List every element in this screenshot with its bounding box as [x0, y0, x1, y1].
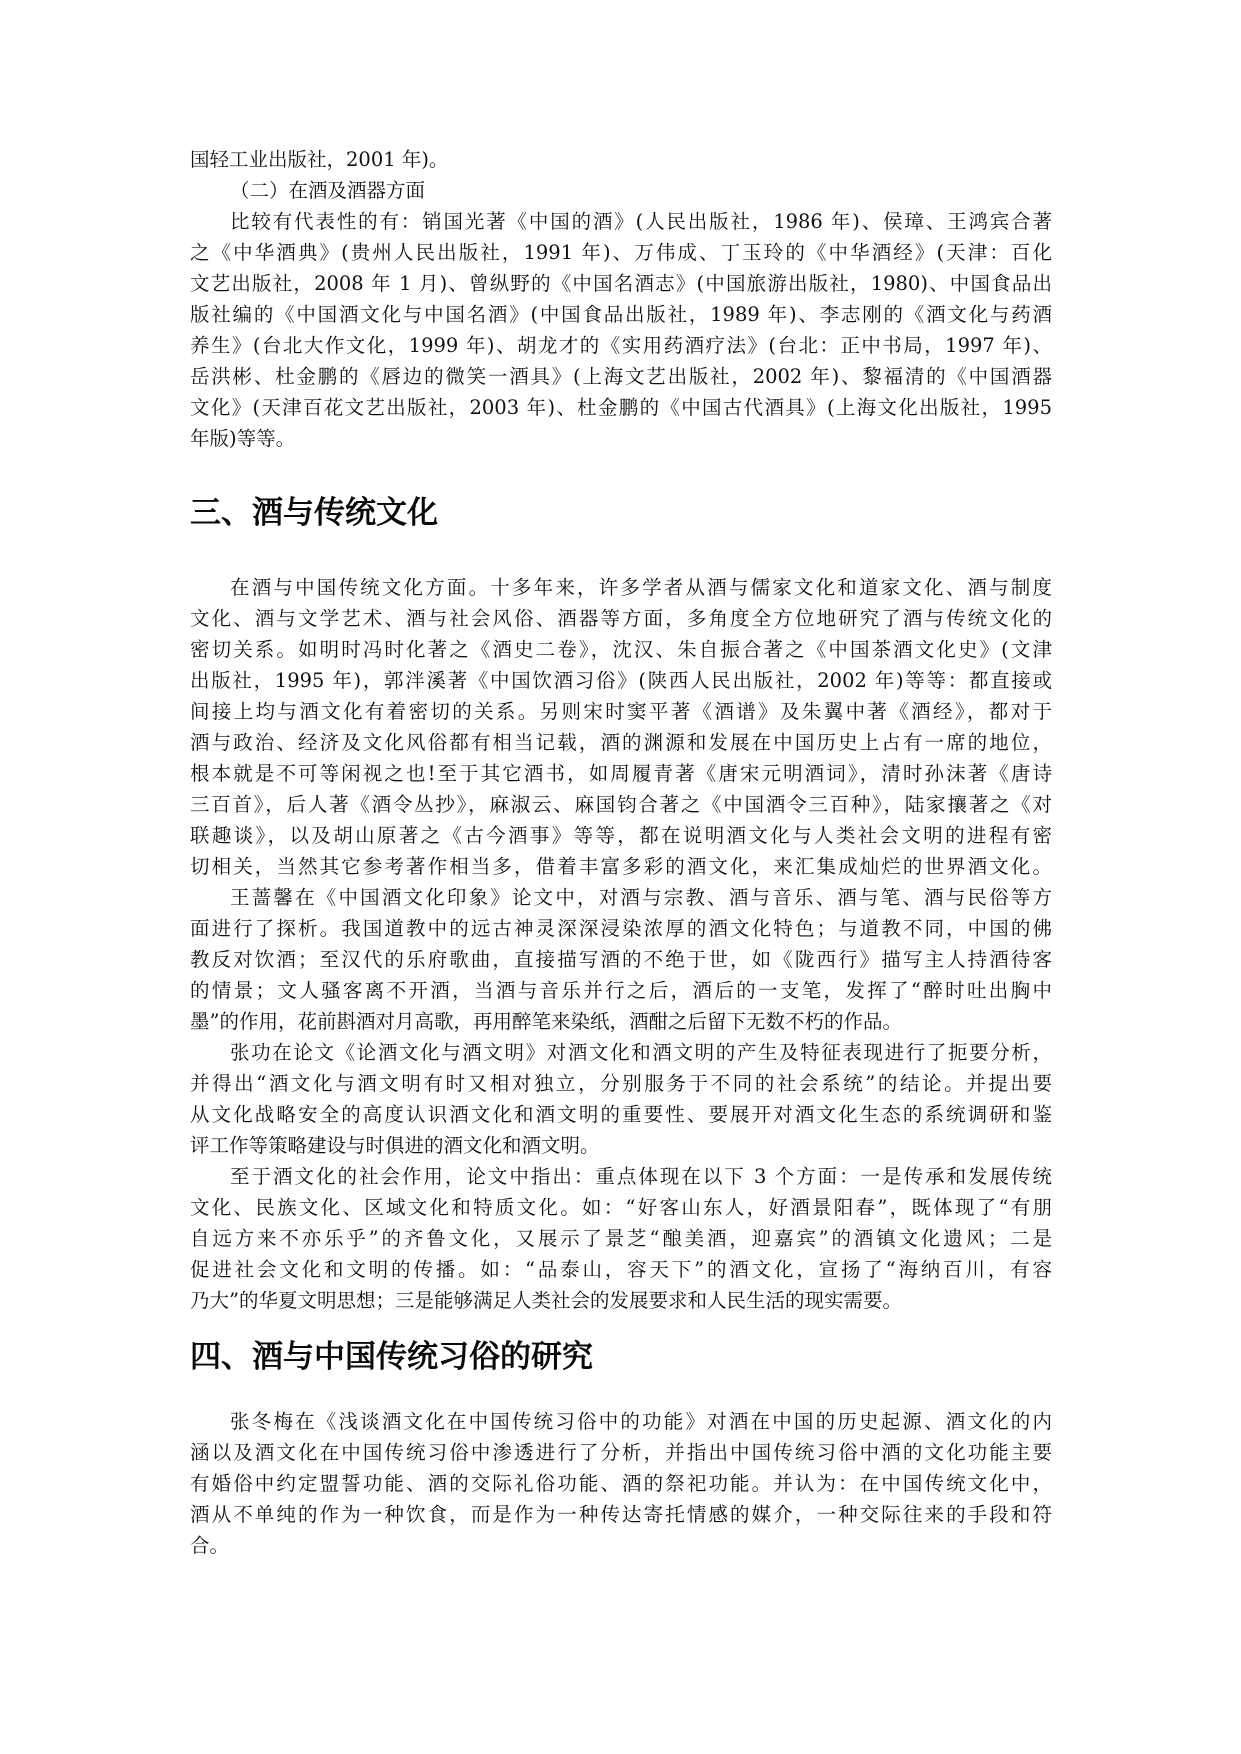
paragraph-line: 酒与政治、经济及文化风俗都有相当记载，酒的渊源和发展在中国历史上占有一席的地位，: [190, 731, 1052, 754]
paragraph-line: 从文化战略安全的高度认识酒文化和酒文明的重要性、要展开对酒文化生态的系统调研和鉴: [190, 1103, 1052, 1126]
paragraph-line: 比较有代表性的有：销国光著《中国的酒》(人民出版社，1986 年)、侯璋、王鸿宾合著: [230, 210, 1052, 233]
paragraph-line: 国轻工业出版社，2001 年)。: [190, 148, 449, 171]
paragraph-line: 之《中华酒典》(贵州人民出版社，1991 年)、万伟成、丁玉玲的《中华酒经》(天津：百化: [190, 241, 1052, 264]
paragraph-line: 教反对饮酒；至汉代的乐府歌曲，直接描写酒的不绝于世，如《陇西行》描写主人持酒待客: [190, 948, 1052, 971]
paragraph-line: 年版)等等。: [190, 427, 296, 450]
paragraph-line: 文艺出版社，2008 年 1 月)、曾纵野的《中国名酒志》(中国旅游出版社，1980)、中国食品出: [190, 272, 1052, 295]
paragraph-line: 王蔷馨在《中国酒文化印象》论文中，对酒与宗教、酒与音乐、酒与笔、酒与民俗等方: [230, 886, 1052, 909]
paragraph-line: 文化、酒与文学艺术、酒与社会风俗、酒器等方面，多角度全方位地研究了酒与传统文化的: [190, 607, 1052, 630]
section-heading-3: 三、酒与传统文化: [190, 495, 438, 531]
paragraph-line: 评工作等策略建设与时俱进的酒文化和酒文明。: [190, 1134, 600, 1157]
paragraph-line: 密切关系。如明时冯时化著之《酒史二卷》，沈汉、朱自振合著之《中国茶酒文化史》(文津: [190, 638, 1052, 661]
paragraph-line: 自远方来不亦乐乎”的齐鲁文化，又展示了景芝“酿美酒，迎嘉宾”的酒镇文化遗风；二是: [190, 1227, 1052, 1250]
paragraph-line: 并得出“酒文化与酒文明有时又相对独立，分别服务于不同的社会系统”的结论。并提出要: [190, 1072, 1052, 1095]
subsection-title: （二）在酒及酒器方面: [230, 179, 426, 202]
paragraph-line: 至于酒文化的社会作用，论文中指出：重点体现在以下 3 个方面：一是传承和发展传统: [230, 1165, 1052, 1188]
paragraph-line: 文化》(天津百花文艺出版社，2003 年)、杜金鹏的《中国古代酒具》(上海文化出版社，1995: [190, 396, 1052, 419]
paragraph-line: 有婚俗中约定盟誓功能、酒的交际礼俗功能、酒的祭祀功能。并认为：在中国传统文化中，: [190, 1472, 1052, 1495]
paragraph-line: 张功在论文《论酒文化与酒文明》对酒文化和酒文明的产生及特征表现进行了扼要分析，: [230, 1041, 1052, 1064]
paragraph-line: 合。: [190, 1534, 230, 1557]
paragraph-line: 间接上均与酒文化有着密切的关系。另则宋时窦平著《酒谱》及朱翼中著《酒经》，都对于: [190, 700, 1052, 723]
paragraph-line: 的情景；文人骚客离不开酒，当酒与音乐并行之后，酒后的一支笔，发挥了“醉时吐出胸中: [190, 979, 1052, 1002]
paragraph-line: 促进社会文化和文明的传播。如：“品泰山，容天下”的酒文化，宣扬了“海纳百川，有容: [190, 1258, 1052, 1281]
paragraph-line: 切相关，当然其它参考著作相当多，借着丰富多彩的酒文化，来汇集成灿烂的世界酒文化。: [190, 855, 1052, 878]
paragraph-line: 岳洪彬、杜金鹏的《唇边的微笑一酒具》(上海文艺出版社，2002 年)、黎福清的《中国酒器: [190, 365, 1052, 388]
paragraph-line: 涵以及酒文化在中国传统习俗中渗透进行了分析，并指出中国传统习俗中酒的文化功能主要: [190, 1441, 1052, 1464]
paragraph-line: 乃大”的华夏文明思想；三是能够满足人类社会的发展要求和人民生活的现实需要。: [190, 1289, 902, 1312]
paragraph-line: 三百首》，后人著《酒令丛抄》，麻淑云、麻国钧合著之《中国酒令三百种》，陆家攘著之《对: [190, 793, 1052, 816]
paragraph-line: 版社编的《中国酒文化与中国名酒》(中国食品出版社，1989 年)、李志刚的《酒文化与药酒: [190, 303, 1052, 326]
paragraph-line: 面进行了探析。我国道教中的远古神灵深深浸染浓厚的酒文化特色；与道教不同，中国的佛: [190, 917, 1052, 940]
section-heading-4: 四、酒与中国传统习俗的研究: [190, 1339, 593, 1375]
paragraph-line: 养生》(台北大作文化，1999 年)、胡龙才的《实用药酒疗法》(台北：正中书局，1997 年)、: [190, 334, 1052, 357]
paragraph-line: 文化、民族文化、区域文化和特质文化。如：“好客山东人，好酒景阳春”，既体现了“有朋: [190, 1196, 1052, 1219]
paragraph-line: 出版社，1995 年)，郭泮溪著《中国饮酒习俗》(陕西人民出版社，2002 年)等等：都直接或: [190, 669, 1052, 692]
paragraph-line: 张冬梅在《浅谈酒文化在中国传统习俗中的功能》对酒在中国的历史起源、酒文化的内: [230, 1410, 1052, 1433]
paragraph-line: 酒从不单纯的作为一种饮食，而是作为一种传达寄托情感的媒介，一种交际往来的手段和符: [190, 1503, 1052, 1526]
paragraph-line: 墨”的作用，花前斟酒对月高歌，再用醉笔来染纸，酒酣之后留下无数不朽的作品。: [190, 1010, 902, 1033]
paragraph-line: 联趣谈》，以及胡山原著之《古今酒事》等等，都在说明酒文化与人类社会文明的进程有密: [190, 824, 1052, 847]
paragraph-line: 根本就是不可等闲视之也!至于其它酒书，如周履青著《唐宋元明酒词》，清时孙沫著《唐诗: [190, 762, 1052, 785]
paragraph-line: 在酒与中国传统文化方面。十多年来，许多学者从酒与儒家文化和道家文化、酒与制度: [230, 576, 1052, 599]
